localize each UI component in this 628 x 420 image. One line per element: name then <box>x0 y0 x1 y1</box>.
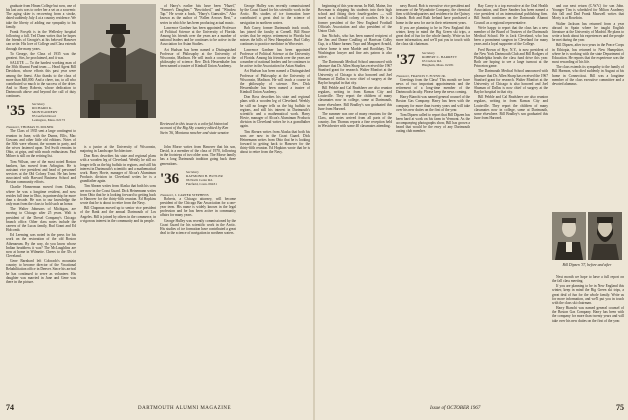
paragraph: John Morse writes from Hanover that his son, David, is a member of the class of 1970, following in the footsteps of two older sons. The Morse family has a long Dartmouth tradition going back three generations. <box>160 145 236 166</box>
paragraph: The summer was one of many reunions for the Class, and notes arrived from all parts of the country. Jim Thomas reports a fine reception held in Westchester with some 40 classmates attending. <box>318 111 392 129</box>
paragraph: We're happy to report that the class has a new member of the Board of Trustees of the Dartmouth Medical School. He is Jack Cleveland, who has been a prominent surgeon in Cleveland for many years and a loyal supporter of the College. <box>474 25 548 47</box>
paragraph: Tim Ahearn writes from Alaska that both his sons are now in the Coast Guard. Dick Heinemann writes from Ohio that he is looking forward to getting back to Hanover for the thirty-fifth reunion. Ed Hopkins wrote that he is about to retire from the Navy. <box>80 184 156 206</box>
secretary-address: 85 Garfield Road <box>32 114 56 119</box>
paragraph: George Hulley was recently commissioned by the Coast Guard for his scientific work in the Arctic. His studies of ice formation have contributed a great deal to the science of navigation in northern waters. <box>240 4 310 25</box>
paragraph: Walter Jackson has returned from a year abroad in Spain where he taught English literature at the University of Madrid. He plans to write a book about his experiences and the people he met during the year. <box>552 21 624 43</box>
paragraph: Art Hudson has been named a Distinguished Professor of Philosophy at the University of Wisconsin, Madison. He will teach a course in the philosophy of science. Rev. Dick Hessenthaler has been named a trustee of Kimball Union Academy. <box>240 69 310 95</box>
left-page-column-2 <box>80 145 156 399</box>
page-number: 74 <box>6 403 14 412</box>
class-header-1936 <box>160 169 236 191</box>
magazine-title: DARTMOUTH ALUMNI MAGAZINE <box>138 406 232 411</box>
paragraph: The Class of 1935 sent a large contingent to reunion in June, with the Dunns, Ellis, Mac Gowans and other little old editions. Notes of the 30th were vibrant, the women in party, and the wives fastened upon. Ted Swift remains in Ohio, at grips, and with much enthusiasm. Paul Milner is still on the retiring list. <box>6 129 76 159</box>
dipzen-photo-caption: Bill Dipzen '37, before and after <box>562 263 612 267</box>
secretary-city: Lexington, Mass. 02173 <box>32 118 65 123</box>
paragraph: Harry Bianchi was named general counsel of the Boston Gas Company. Harry has been with the company for more than twenty years and will take over his new duties on the first of the year. <box>552 306 624 323</box>
class-officers <box>422 51 457 67</box>
paragraph: Art Hudson has been named a Distinguished Professor of Philosophy at the University of Wisconsin, Madison. He will teach a course in the philosophy of science. Rev. Dick Hessenthaler has been named a trustee of Kimball Union Academy. <box>160 47 236 69</box>
paragraph: Roberts, a Chicago attorney, will become president of the Chicago Bar Association for a one-year term. His name is widely known in the legal profession and he has been active in community affairs for many years. <box>160 196 236 218</box>
secretary-address: 96 North Cedar Rd. <box>186 177 213 182</box>
right-page-column-1 <box>318 4 392 399</box>
paragraph: is a junior at the University of Wisconsin, majoring in Landscape Architecture. <box>80 145 156 154</box>
paragraph: Tom Dipzen called to report that Bill Dipzen has been hard at work on his farm in Vermont. As the accompanying photographs show, Bill has grown a beard that would be the envy of any Dartmouth outing club member. <box>396 112 470 134</box>
paragraph: Gene Barnhard left Colorado's mountain country to become director of the Vocational Rehabilitation office in Denver. Since his arrival he has continued to serve as volunteer. His daughter was married in June and Gene was there in the picture. <box>6 259 76 284</box>
paragraph: Bill Pebble and Cal Bradsheer are also reunion regulars, writing in from Kansas City and Louisville. They report the children of many classmates now in college, some at Dartmouth, some elsewhere. Bill Bradley's son graduated this June from Harvard. <box>474 95 548 121</box>
secretary-city: Hingham, Mass. 02181 <box>422 62 454 67</box>
paragraph: beginning of this year mean. In Hall, Maine, Jon Bowman is shipping his students into their high school and fitting their fourth-graders — will travel as a football colony of coaches. He is a former president of the New England Football Officials Association and also president of the Union Club. <box>318 4 392 33</box>
paragraph: If you are planning to be in New England this winter, keep in mind the Big Green ski trips, a great deal of fun for the whole family. Write us for more information, and we'll put you in touch with the class ski chairman. <box>396 25 470 47</box>
secretary-name: RICHARD K. MONTGOMERY <box>32 106 58 115</box>
treasurer-name: THOMAS W. MILNER <box>20 125 54 130</box>
secretary-label: Secretary <box>32 102 45 107</box>
paragraph: Don Ross describes his state and regional plans with a wooden leg of Cleveland. Weekly he still no longer tells us the big buffalo in regions, and still his interest in Dartmouth's scientific and a mathematical work. Harry Hovie, manager of Alcoa's Aluminum Products division in Cleveland writes he is a grandfather again. <box>80 154 156 184</box>
dipzen-photo-after-illustration <box>588 212 622 260</box>
paragraph: Don Ross describes his state and regional plans with a wooden leg of Cleveland. Weekly he still no longer tells us the big buffalo in regions, and still his interest in Dartmouth's scientific and a mathematical work. Harry Hovie, manager of Alcoa's Aluminum Products division in Cleveland writes he is a grandfather again. <box>240 95 310 129</box>
treasurer-line: Treasurer, FRANCIS T. FLYNN JR. <box>396 73 446 78</box>
paragraph: Lawrence Gardner has been appointed Professor of Political Science at the University of Florida. Among his friends over the years are a number of national leaders and he continues to be active in the Association for Asian Studies. <box>240 47 310 69</box>
right-page-column-2 <box>396 4 470 399</box>
paragraph: To George, the Class of 1935 was the greatest. Sirs, he proclaimed, and it was. <box>6 51 76 60</box>
paragraph: Tim Ahearn writes from Alaska that both his sons are now in the Coast Guard. Dick Heinemann writes from Ohio that he is looking forward to getting back to Hanover for the thirty-fifth reunion. Ed Hopkins wrote that he is about to retire from the Navy. <box>240 129 310 155</box>
paragraph: If you are planning to be in New England this winter, keep in mind the Big Green ski trips, a great deal of fun for the whole family. Write us for more information, and we'll put you in touch with the class ski chairman. <box>552 284 624 305</box>
page-number: 75 <box>616 403 624 412</box>
paragraph: Fred Brown of Rye, N.Y., is now president of the New York Dartmouth Club and Bill Rodgers of Philadelphia heads the class fund drive this year. Both are hoping to see a large turnout at the Princeton game. <box>474 47 548 69</box>
paragraph: Ed Leeming was noted in the press for his work on the restoration of the old Boston Athenaeum. By the way, do you know whose Indian headdress it was? The McLaughlins are now at home in Wilmette. Cheers to the 35s of Cleveland. <box>6 233 76 258</box>
secretary-label: Secretary <box>186 169 199 174</box>
treasurer-line: Treasurer, J. CARTER STEPHENS <box>160 192 209 197</box>
treasurer-name: J. CARTER STEPHENS <box>174 192 209 197</box>
class-1935-notes <box>6 129 76 284</box>
paragraph: The Walter Johnsons of Michigan, are moving to Chicago after 25 years. Walt is president of the Drexel Company's Chicago branch office. Other class notes include the careers of the Lucas family, Bud Grant and Ed Holcomb. <box>6 207 76 233</box>
paragraph: navy Board. Bob is executive vice president and treasurer of the Wyandotte Company, the chemical firm with headquarters and residence in the Quincy Islands. Bob and Ruth Ireland have purchased a home in the area for use in their retirement years. <box>396 4 470 25</box>
paragraph: Harry Bianchi was named general counsel of the Boston Gas Company. Harry has been with the company for more than twenty years and will take over his new duties on the first of the year. <box>396 95 470 112</box>
class-year: '36 <box>160 170 180 187</box>
issue-date: Issue of OCTOBER 1967 <box>430 406 481 411</box>
right-page-column-4-bottom <box>552 275 624 399</box>
secretary-city: Fairfield, Conn. 06431 <box>186 181 217 186</box>
secretary-name: RAYMOND B. BUTLER <box>186 173 223 178</box>
paragraph: The Dartmouth Medical School announced with pleasure that Dr. Allen Sharp has received the 1967 Stanford grant for research. Walter Monfort at the University of Chicago is also honored and Joel Shuman of Dallas is now chief of surgery at the Baylor hospital in that city. <box>474 69 548 95</box>
paragraph: Lawrence Gardner has been appointed Professor of Political Science at the University of Florida. Among his friends over the years are a number of national leaders and he continues to be active in the Association for Asian Studies. <box>160 25 236 47</box>
class-year: '35 <box>6 103 26 120</box>
paragraph: Jim Nichols, who has been named recipient of the Jim and Deane Coulling of Harrison Colby Cup, is a Maine farmer, Tayo and Margaret Arnold, whose home is near Marble and Boothbay. The Washington lawyer and fine arts patron is also active. <box>318 34 392 59</box>
paragraph: Bill Chapman moved up to senior vice president of the Bank and the annual Dartmouth of Los Angeles. Bill is joined by others in the commerce, in a vigorous interest in the community and its people. <box>80 206 156 223</box>
paragraph: Bill Dipzen, after two years in the Peace Corps in Ethiopia, has returned to New Hampshire, where he is working with the state Department of Education. He reports that the experience was the most rewarding of his life. <box>552 43 624 65</box>
paragraph: and our next return (C.W.V.) for son John. Younger Tim is scheduled for Milton Academy this fall and Dad Frank Maxwell writes that Morty is at Bowdoin. <box>552 4 624 21</box>
treasurer-label: Treasurer <box>6 125 20 130</box>
rancher-photo <box>80 4 156 118</box>
paragraph: graduate from Hiram College but now, one of his last acts was to order her a set as a souvenir. The aging skier is recovering from a stroke, dated suddenly July 4 at a country residence. We take the liberty of adding our sympathy to his family. <box>6 4 76 29</box>
dipzen-photo-before-illustration <box>552 212 586 260</box>
paragraph: Tom Wilson, one of the most noted Boston bankers, has moved from Arlington. He is assistant vice president and head of personnel services at the Old Colony Trust. He has been associated with Harvard Business School and Boston community efforts. <box>6 159 76 185</box>
paragraph: SALUTE — To the hardest working man of the 30th Alumni Fund team — Head Agent Bill Davidson, whose efforts this past year were among the finest. Also thanks to the class of more than $40,000. And a cheer, too, to all who contributed so much to the success of the drive. And to Harry Roberts, whose dedication to Dartmouth above and beyond the call of duty continues. <box>6 61 76 99</box>
paragraph: Frank Forsyth is in the Wellesley hospital following a fall. Ted Dunn writes that he hopes the friends of Georgie's at his beloved Hanover can write. His love of College and Class extends through the many years. <box>6 29 76 51</box>
dipzen-photo-before <box>552 212 586 260</box>
paragraph: The class extends its sympathy to the family of Bill Harmon, who died suddenly in August at his home in Connecticut. Bill was a longtime member of the class executive committee and a devoted alumnus. <box>552 65 624 86</box>
paragraph: Ray Carey is a top executive at the Oral Health Association, and Dave Sanders has been named a vice president of an international publishing firm. Bill Smith continues on the Dartmouth Alumni Council as a regional representative. <box>474 4 548 25</box>
right-page-column-3 <box>474 4 548 399</box>
left-page-column-3-top <box>160 4 236 118</box>
dipzen-photo-after <box>588 212 622 260</box>
treasurer-name: FRANCIS T. FLYNN JR. <box>410 73 446 78</box>
paragraph: Greetings from the Class! This month we have news of two important appointments and the retirement of a long-time member of the Dartmouth faculty. Please keep the news coming. <box>396 77 470 95</box>
right-page-column-4 <box>552 4 624 174</box>
class-header-1937 <box>396 50 470 72</box>
treasurer-label: Treasurer <box>160 192 174 197</box>
left-page-footer <box>6 404 306 413</box>
secretary-address: 63 Curlew Rd. <box>422 58 442 63</box>
class-officers <box>32 102 76 122</box>
left-page-column-4 <box>240 4 310 399</box>
paragraph: The Dartmouth Medical School announced with pleasure that Dr. Allen Sharp has received the 1967 Stanford grant for research. Walter Monfort at the University of Chicago is also honored and Joel Shuman of Dallas is now chief of surgery at the Baylor hospital in that city. <box>318 60 392 85</box>
paragraph: Bob Casey, former Dartmouth track coach, has joined the faculty at Cornell. Bill Bruce writes that he enjoys retirement in Florida but misses the hills of New Hampshire. Bud Colby continues to practice medicine in Worcester. <box>240 25 310 47</box>
secretary-label: Secretary <box>422 50 435 55</box>
paragraph: Charlie Honnerman moved from Dublin, where he was a longtime resident, and now resides full time in Ohio, in partnership for more than a decade. He was to our knowledge the only man from the class to hold such an honor. <box>6 185 76 207</box>
class-header-1935 <box>6 101 76 123</box>
paragraph: Next month we hope to have a full report on the fall class meeting. <box>552 275 624 284</box>
rancher-photo-illustration <box>80 4 156 118</box>
secretary-name: ROBERT C. BARRETT <box>422 54 458 59</box>
article-continued <box>6 4 76 98</box>
left-page-column-3 <box>160 145 236 399</box>
paragraph: of Harry's earlier hits have been "Hazel," "Farmer's Daughter," "Bewitched," and "Window Tap." He wrote a book, "Harry's Gunwales." Also known as the author of "Fallen Arrows Rest," a series in which he has been producing actual music. <box>160 4 236 25</box>
paragraph: George Hulley was recently commissioned by the Coast Guard for his scientific work in the Arctic. His studies of ice formation have contributed a great deal to the science of navigation in northern waters. <box>160 218 236 236</box>
class-year: '37 <box>396 51 416 68</box>
rancher-photo-caption: Reviewed in this issue is a colorful historical account of the Big Sky country edited by Ken Stein '36, Montana rancher and state senator. <box>160 122 230 135</box>
paragraph: Bill Pebble and Cal Bradsheer are also reunion regulars, writing in from Kansas City and Louisville. They report the children of many classmates now in college, some at Dartmouth, some elsewhere. Bill Bradley's son graduated this June from Harvard. <box>318 85 392 111</box>
left-page-column-1 <box>6 4 76 399</box>
treasurer-line: Treasurer, THOMAS W. MILNER <box>6 125 54 130</box>
treasurer-label: Treasurer <box>396 73 410 78</box>
class-officers <box>186 170 223 186</box>
page-gutter <box>313 0 315 420</box>
